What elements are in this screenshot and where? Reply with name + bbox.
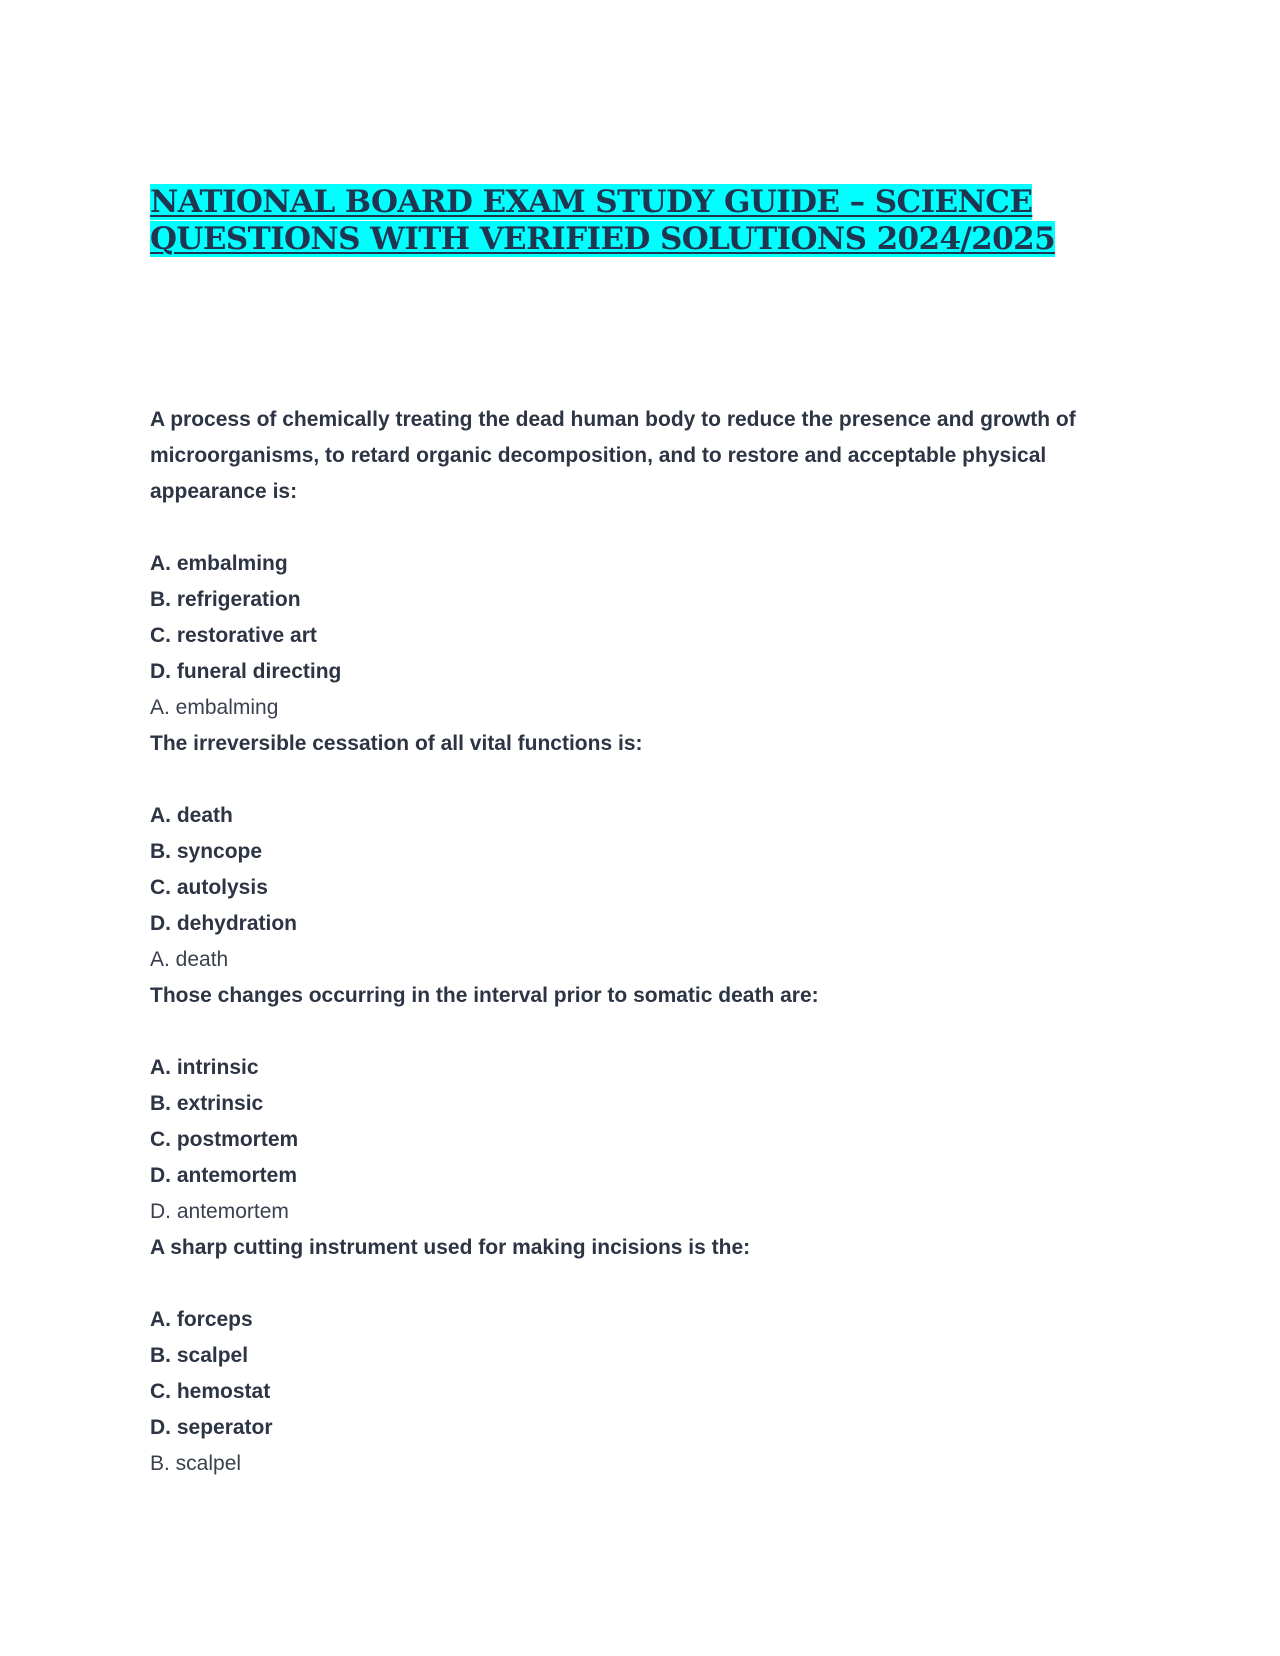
question-block [150, 726, 1110, 978]
option-b: B. refrigeration [150, 588, 301, 611]
option-b: B. scalpel [150, 1344, 249, 1367]
answer-text: A. embalming [150, 696, 279, 719]
title-line-2: QUESTIONS WITH VERIFIED SOLUTIONS 2024/2025 [150, 221, 1056, 257]
question-text: A sharp cutting instrument used for making incisions is the: [150, 1236, 751, 1259]
question-block [150, 402, 1110, 726]
option-d: D. dehydration [150, 912, 298, 935]
option-c: C. autolysis [150, 876, 268, 899]
question-text: The irreversible cessation of all vital functions is: [150, 732, 643, 755]
option-a: A. intrinsic [150, 1056, 259, 1079]
option-d: D. antemortem [150, 1164, 298, 1187]
document-title [150, 184, 1150, 258]
option-c: C. restorative art [150, 624, 317, 647]
answer-text: A. death [150, 948, 229, 971]
answer-text: B. scalpel [150, 1452, 242, 1475]
option-a: A. forceps [150, 1308, 253, 1331]
question-block [150, 978, 1110, 1230]
question-text: A process of chemically treating the dead human body to reduce the presence and growth of microorganisms, to retard organic decomposition, and to restore and acceptable physical appearance is: [150, 408, 1076, 503]
option-d: D. seperator [150, 1416, 273, 1439]
option-b: B. extrinsic [150, 1092, 264, 1115]
question-text: Those changes occurring in the interval prior to somatic death are: [150, 984, 819, 1007]
title-line-1: NATIONAL BOARD EXAM STUDY GUIDE – SCIENCE [150, 184, 1033, 220]
option-b: B. syncope [150, 840, 263, 863]
option-a: A. embalming [150, 552, 288, 575]
question-block [150, 1230, 1110, 1482]
option-c: C. hemostat [150, 1380, 271, 1403]
answer-text: D. antemortem [150, 1200, 289, 1223]
option-c: C. postmortem [150, 1128, 299, 1151]
option-d: D. funeral directing [150, 660, 342, 683]
option-a: A. death [150, 804, 233, 827]
question-list [150, 402, 1110, 1482]
